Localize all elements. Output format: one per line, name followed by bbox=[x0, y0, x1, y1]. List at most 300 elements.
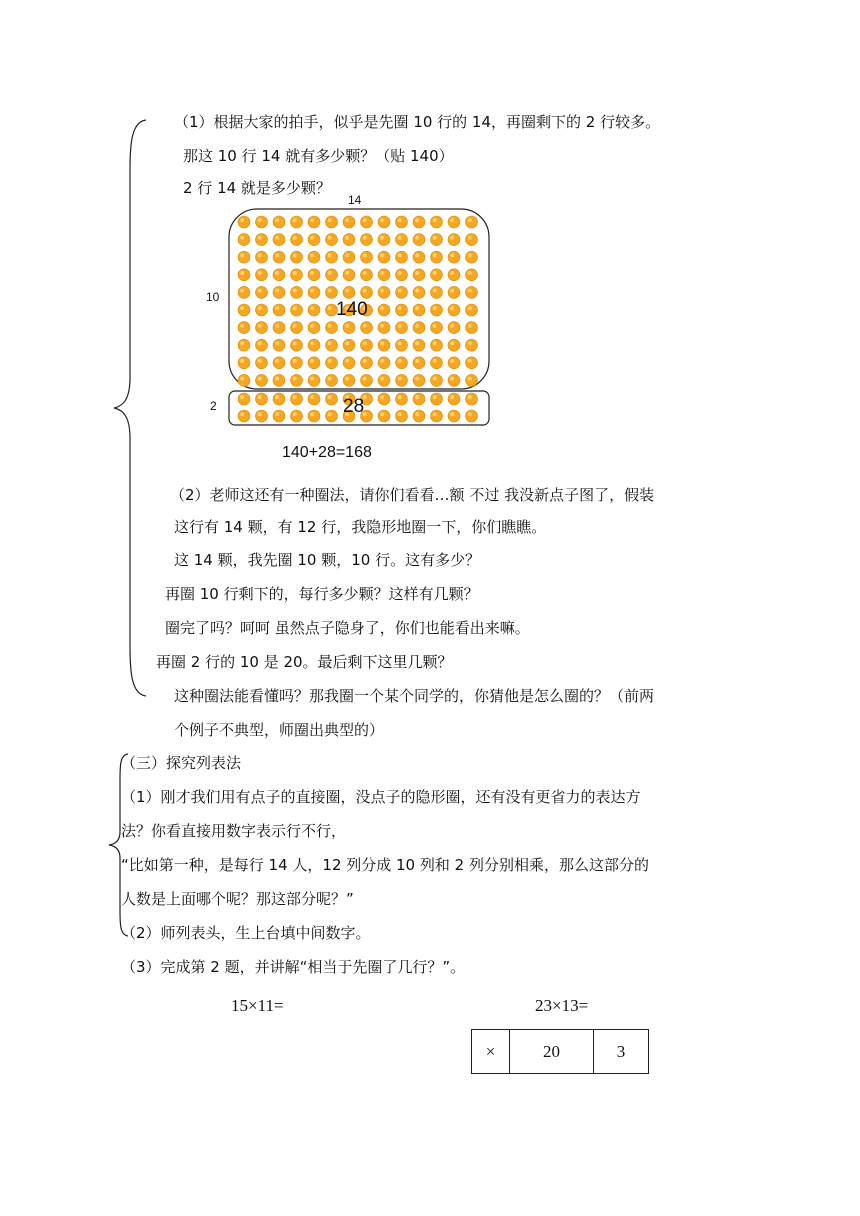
top-dot-highlight bbox=[240, 253, 244, 257]
top-dot bbox=[413, 286, 425, 298]
top-dot-highlight bbox=[345, 236, 349, 240]
top-dot bbox=[448, 322, 460, 334]
bottom-dot bbox=[308, 393, 320, 405]
top-dot-highlight bbox=[380, 236, 384, 240]
top-dot bbox=[361, 234, 373, 246]
top-dot bbox=[273, 374, 285, 386]
top-dot-highlight bbox=[398, 341, 402, 345]
section3-line5: （2）师列表头，生上台填中间数字。 bbox=[121, 924, 371, 942]
section3-line2: 法？你看直接用数字表示行不行， bbox=[121, 822, 347, 840]
bottom-dot bbox=[413, 410, 425, 422]
top-dot-highlight bbox=[363, 253, 367, 257]
top-dot-highlight bbox=[328, 271, 332, 275]
top-dot-highlight bbox=[415, 218, 419, 222]
top-dot-highlight bbox=[433, 253, 437, 257]
table-cell-times: × bbox=[472, 1030, 510, 1074]
columns-label: 14 bbox=[348, 193, 362, 207]
top-dot bbox=[273, 357, 285, 369]
top-dot-highlight bbox=[433, 271, 437, 275]
top-dot bbox=[431, 234, 443, 246]
part1-line3: 2 行 14 就是多少颗？ bbox=[183, 179, 331, 197]
top-dot bbox=[396, 322, 408, 334]
top-dot-highlight bbox=[398, 289, 402, 293]
top-dot-highlight bbox=[450, 218, 454, 222]
top-dot-highlight bbox=[450, 236, 454, 240]
top-dot bbox=[343, 234, 355, 246]
top-dot bbox=[343, 322, 355, 334]
top-dot-highlight bbox=[433, 324, 437, 328]
top-dot bbox=[238, 286, 250, 298]
part2-line1: （2）老师这还有一种圈法，请你们看看…额 不过 我没新点子图了，假装 bbox=[170, 486, 655, 504]
top-dot-highlight bbox=[363, 236, 367, 240]
top-dot-highlight bbox=[258, 341, 262, 345]
top-dot bbox=[466, 322, 478, 334]
top-dot-highlight bbox=[398, 359, 402, 363]
top-dot bbox=[343, 269, 355, 281]
top-dot-highlight bbox=[275, 324, 279, 328]
top-dot-highlight bbox=[415, 253, 419, 257]
top-dot bbox=[291, 251, 303, 263]
top-dot bbox=[431, 322, 443, 334]
top-dot bbox=[466, 286, 478, 298]
bottom-dot-highlight bbox=[310, 412, 314, 416]
exercise-expression-1: 15×11= bbox=[231, 996, 284, 1015]
top-dot bbox=[396, 216, 408, 228]
top-dot-highlight bbox=[415, 324, 419, 328]
top-dot bbox=[361, 374, 373, 386]
top-dot-highlight bbox=[293, 377, 297, 381]
top-dot bbox=[466, 234, 478, 246]
top-dot-highlight bbox=[468, 271, 472, 275]
bottom-dot bbox=[291, 410, 303, 422]
top-dot-highlight bbox=[293, 341, 297, 345]
top-dot-highlight bbox=[310, 289, 314, 293]
top-dot bbox=[238, 339, 250, 351]
bottom-dot bbox=[291, 393, 303, 405]
bottom-dot bbox=[273, 393, 285, 405]
top-dot-highlight bbox=[380, 253, 384, 257]
bottom-dot-highlight bbox=[450, 395, 454, 399]
top-dot-highlight bbox=[345, 324, 349, 328]
top-dot bbox=[413, 339, 425, 351]
top-dot-highlight bbox=[328, 377, 332, 381]
top-dot-highlight bbox=[450, 341, 454, 345]
top-dot bbox=[361, 269, 373, 281]
bottom-dot-highlight bbox=[258, 395, 262, 399]
top-dot bbox=[273, 339, 285, 351]
top-dot-highlight bbox=[450, 359, 454, 363]
top-dot bbox=[361, 286, 373, 298]
top-dot-highlight bbox=[468, 359, 472, 363]
top-dot-highlight bbox=[398, 377, 402, 381]
top-dot bbox=[343, 286, 355, 298]
bottom-dot bbox=[431, 393, 443, 405]
top-dot bbox=[343, 251, 355, 263]
bottom-dot bbox=[238, 410, 250, 422]
top-dot bbox=[308, 304, 320, 316]
top-dot-highlight bbox=[380, 324, 384, 328]
top-dot bbox=[256, 251, 268, 263]
bottom-dot-highlight bbox=[380, 395, 384, 399]
top-dot bbox=[326, 251, 338, 263]
top-dot bbox=[448, 234, 460, 246]
top-dot-highlight bbox=[398, 271, 402, 275]
top-dot bbox=[273, 304, 285, 316]
top-dot bbox=[396, 374, 408, 386]
top-dot-highlight bbox=[468, 253, 472, 257]
top-dot-highlight bbox=[240, 324, 244, 328]
top-dot bbox=[308, 269, 320, 281]
top-dot bbox=[378, 269, 390, 281]
top-dot-highlight bbox=[433, 236, 437, 240]
top-dot bbox=[326, 234, 338, 246]
top-dot-highlight bbox=[275, 341, 279, 345]
top-dot-highlight bbox=[328, 341, 332, 345]
bottom-dot-highlight bbox=[398, 395, 402, 399]
top-dot-highlight bbox=[345, 377, 349, 381]
bottom-dot-highlight bbox=[293, 395, 297, 399]
bottom-dot bbox=[326, 410, 338, 422]
top-dot-highlight bbox=[328, 218, 332, 222]
top-dot-highlight bbox=[398, 324, 402, 328]
bottom-dot bbox=[256, 393, 268, 405]
bottom-dot-highlight bbox=[328, 395, 332, 399]
top-dot-highlight bbox=[275, 377, 279, 381]
bottom-dot-highlight bbox=[468, 395, 472, 399]
bottom-dot-highlight bbox=[433, 412, 437, 416]
top-dot-highlight bbox=[398, 218, 402, 222]
top-dot-highlight bbox=[450, 271, 454, 275]
top-dot bbox=[326, 374, 338, 386]
top-dot bbox=[448, 251, 460, 263]
bottom-dot-highlight bbox=[293, 412, 297, 416]
part2-line2: 这行有 14 颗，有 12 行，我隐形地圈一下，你们瞧瞧。 bbox=[174, 518, 547, 536]
part2-line7: 这种圈法能看懂吗？那我圈一个某个同学的，你猜他是怎么圈的？（前两 bbox=[174, 687, 655, 705]
bottom-dot bbox=[378, 410, 390, 422]
top-dot-highlight bbox=[240, 341, 244, 345]
top-dot bbox=[343, 339, 355, 351]
top-dot bbox=[256, 216, 268, 228]
top-dot-highlight bbox=[240, 236, 244, 240]
bottom-dot bbox=[238, 393, 250, 405]
top-dot bbox=[291, 357, 303, 369]
top-dot-highlight bbox=[450, 253, 454, 257]
section3-line3: “比如第一种，是每行 14 人，12 列分成 10 列和 2 列分别相乘，那么这部分的 bbox=[121, 856, 649, 874]
top-dot-highlight bbox=[433, 341, 437, 345]
top-dot-highlight bbox=[398, 236, 402, 240]
top-dot bbox=[378, 234, 390, 246]
top-dot-highlight bbox=[468, 289, 472, 293]
top-dot-highlight bbox=[363, 377, 367, 381]
rows-top-label: 10 bbox=[206, 290, 220, 304]
top-dot bbox=[413, 216, 425, 228]
top-dot bbox=[413, 234, 425, 246]
top-dot-highlight bbox=[450, 324, 454, 328]
top-dot bbox=[413, 322, 425, 334]
bottom-dot-highlight bbox=[275, 412, 279, 416]
top-dot-highlight bbox=[345, 253, 349, 257]
top-total-label: 140 bbox=[336, 299, 368, 320]
top-dot bbox=[238, 234, 250, 246]
top-dot-highlight bbox=[468, 377, 472, 381]
part2-line4: 再圈 10 行剩下的，每行多少颗？这样有几颗？ bbox=[165, 585, 479, 603]
top-dot bbox=[466, 374, 478, 386]
rows-bottom-label: 2 bbox=[210, 399, 217, 413]
top-dot bbox=[396, 269, 408, 281]
bottom-dot-highlight bbox=[468, 412, 472, 416]
top-dot bbox=[291, 339, 303, 351]
top-dot bbox=[466, 339, 478, 351]
top-dot-highlight bbox=[258, 271, 262, 275]
top-dot bbox=[256, 269, 268, 281]
top-dot-highlight bbox=[380, 377, 384, 381]
top-dot bbox=[431, 251, 443, 263]
top-dot-highlight bbox=[328, 253, 332, 257]
bottom-dot bbox=[378, 393, 390, 405]
section3-line6: （3）完成第 2 题，并讲解“相当于先圈了几行？”。 bbox=[121, 958, 466, 976]
top-dot-highlight bbox=[345, 359, 349, 363]
bottom-dot bbox=[326, 393, 338, 405]
table-cell-tens: 20 bbox=[510, 1030, 594, 1074]
top-dot bbox=[361, 357, 373, 369]
top-dot bbox=[448, 286, 460, 298]
top-dot bbox=[413, 357, 425, 369]
top-dot bbox=[413, 304, 425, 316]
top-dot-highlight bbox=[293, 271, 297, 275]
part1-line2: 那这 10 行 14 就有多少颗？（贴 140） bbox=[183, 147, 454, 165]
top-dot bbox=[448, 339, 460, 351]
top-dot bbox=[326, 286, 338, 298]
top-dot bbox=[466, 304, 478, 316]
table-row bbox=[472, 1030, 649, 1074]
top-dot-highlight bbox=[328, 289, 332, 293]
part2-line8: 个例子不典型，师圈出典型的） bbox=[174, 721, 385, 739]
top-dot bbox=[273, 286, 285, 298]
top-dot bbox=[396, 339, 408, 351]
top-dot-highlight bbox=[258, 324, 262, 328]
bottom-dot-highlight bbox=[380, 412, 384, 416]
top-dot-highlight bbox=[345, 271, 349, 275]
top-dot-highlight bbox=[275, 236, 279, 240]
top-dot-highlight bbox=[293, 324, 297, 328]
top-dot bbox=[291, 286, 303, 298]
bottom-dot bbox=[396, 393, 408, 405]
top-dot bbox=[431, 374, 443, 386]
top-dot bbox=[448, 269, 460, 281]
top-dot-highlight bbox=[380, 341, 384, 345]
part2-line5: 圈完了吗？呵呵 虽然点子隐身了，你们也能看出来嘛。 bbox=[165, 619, 530, 637]
top-dot-highlight bbox=[328, 236, 332, 240]
top-dot bbox=[238, 251, 250, 263]
top-dot-highlight bbox=[258, 377, 262, 381]
top-dot bbox=[238, 357, 250, 369]
bottom-dot-highlight bbox=[398, 412, 402, 416]
top-dot-highlight bbox=[240, 289, 244, 293]
top-dot-highlight bbox=[328, 359, 332, 363]
top-dot-highlight bbox=[433, 218, 437, 222]
top-dot-highlight bbox=[310, 271, 314, 275]
top-dot-highlight bbox=[363, 289, 367, 293]
part2-line6: 再圈 2 行的 10 是 20。最后剩下这里几颗？ bbox=[156, 653, 453, 671]
top-dot bbox=[361, 322, 373, 334]
top-dot-highlight bbox=[328, 306, 332, 310]
top-dot-highlight bbox=[293, 306, 297, 310]
top-dot-highlight bbox=[363, 359, 367, 363]
top-dot bbox=[343, 357, 355, 369]
top-dot bbox=[378, 322, 390, 334]
top-dot bbox=[308, 322, 320, 334]
top-dot bbox=[291, 304, 303, 316]
top-dot-highlight bbox=[310, 218, 314, 222]
top-dot bbox=[256, 357, 268, 369]
section3-line1: （1）刚才我们用有点子的直接圈，没点子的隐形圈，还有没有更省力的表达方 bbox=[121, 788, 641, 806]
top-dot-highlight bbox=[363, 324, 367, 328]
bottom-dot-highlight bbox=[450, 412, 454, 416]
top-dot-highlight bbox=[240, 306, 244, 310]
top-dot-highlight bbox=[293, 236, 297, 240]
top-dot bbox=[238, 304, 250, 316]
top-dot-highlight bbox=[380, 289, 384, 293]
top-dot bbox=[361, 339, 373, 351]
top-dot-highlight bbox=[310, 324, 314, 328]
top-dot bbox=[291, 216, 303, 228]
top-dot-highlight bbox=[345, 289, 349, 293]
top-dot bbox=[273, 251, 285, 263]
top-dot-highlight bbox=[345, 341, 349, 345]
top-dot-highlight bbox=[258, 236, 262, 240]
top-dot-highlight bbox=[468, 306, 472, 310]
top-dot bbox=[291, 322, 303, 334]
top-dot-highlight bbox=[468, 236, 472, 240]
top-dot-highlight bbox=[275, 271, 279, 275]
top-dot bbox=[326, 339, 338, 351]
top-dot bbox=[256, 304, 268, 316]
top-dot bbox=[361, 251, 373, 263]
top-dot bbox=[308, 374, 320, 386]
top-dot-highlight bbox=[345, 218, 349, 222]
top-dot bbox=[238, 269, 250, 281]
top-dot bbox=[466, 357, 478, 369]
top-dot bbox=[413, 374, 425, 386]
top-dot-highlight bbox=[275, 306, 279, 310]
bottom-dot-highlight bbox=[240, 395, 244, 399]
exercise-expression-2: 23×13= bbox=[535, 996, 589, 1015]
top-dot-highlight bbox=[240, 271, 244, 275]
top-dot bbox=[308, 286, 320, 298]
top-dot-highlight bbox=[398, 306, 402, 310]
top-dot-highlight bbox=[363, 271, 367, 275]
bottom-dot-highlight bbox=[415, 412, 419, 416]
bottom-dot bbox=[308, 410, 320, 422]
top-dot bbox=[431, 286, 443, 298]
left-brace-large bbox=[108, 118, 148, 698]
top-dot bbox=[396, 304, 408, 316]
top-dot bbox=[326, 322, 338, 334]
section3-heading: （三）探究列表法 bbox=[121, 754, 242, 772]
top-dot bbox=[431, 269, 443, 281]
top-dot bbox=[308, 216, 320, 228]
top-dot-highlight bbox=[450, 306, 454, 310]
top-dot-highlight bbox=[310, 306, 314, 310]
top-dot-highlight bbox=[380, 218, 384, 222]
top-dot-highlight bbox=[293, 253, 297, 257]
top-dot-highlight bbox=[258, 253, 262, 257]
top-dot-highlight bbox=[468, 218, 472, 222]
top-dot bbox=[448, 304, 460, 316]
top-dot-highlight bbox=[363, 218, 367, 222]
top-dot bbox=[413, 251, 425, 263]
top-dot bbox=[448, 216, 460, 228]
top-dot-highlight bbox=[415, 341, 419, 345]
top-dot bbox=[378, 304, 390, 316]
top-dot-highlight bbox=[240, 377, 244, 381]
multiplication-table bbox=[471, 1029, 649, 1074]
top-dot-highlight bbox=[415, 271, 419, 275]
bottom-dot-highlight bbox=[310, 395, 314, 399]
top-dot bbox=[361, 216, 373, 228]
top-dot bbox=[256, 234, 268, 246]
top-dot bbox=[431, 339, 443, 351]
top-dot bbox=[378, 216, 390, 228]
bottom-dot-highlight bbox=[328, 412, 332, 416]
top-dot bbox=[448, 374, 460, 386]
top-dot-highlight bbox=[240, 218, 244, 222]
left-brace-small bbox=[106, 752, 130, 938]
top-dot bbox=[273, 234, 285, 246]
bottom-dot-highlight bbox=[240, 412, 244, 416]
top-dot-highlight bbox=[363, 341, 367, 345]
top-dot bbox=[343, 216, 355, 228]
bottom-dot bbox=[256, 410, 268, 422]
top-dot bbox=[396, 234, 408, 246]
bottom-dot bbox=[413, 393, 425, 405]
top-dot-highlight bbox=[275, 359, 279, 363]
top-dot bbox=[308, 357, 320, 369]
top-dot-highlight bbox=[310, 341, 314, 345]
top-dot bbox=[238, 216, 250, 228]
top-dot-highlight bbox=[310, 359, 314, 363]
section3-line4: 人数是上面哪个呢？那这部分呢？” bbox=[121, 890, 354, 908]
top-dot-highlight bbox=[240, 359, 244, 363]
top-dot bbox=[273, 322, 285, 334]
top-dot bbox=[291, 374, 303, 386]
top-dot-highlight bbox=[380, 359, 384, 363]
top-dot-highlight bbox=[450, 289, 454, 293]
bottom-dot bbox=[448, 393, 460, 405]
top-dot-highlight bbox=[275, 289, 279, 293]
top-dot bbox=[273, 216, 285, 228]
bottom-dot bbox=[396, 410, 408, 422]
top-dot bbox=[378, 374, 390, 386]
top-dot-highlight bbox=[275, 218, 279, 222]
bottom-dot-highlight bbox=[433, 395, 437, 399]
top-dot bbox=[238, 322, 250, 334]
top-dot bbox=[396, 251, 408, 263]
top-dot-highlight bbox=[310, 236, 314, 240]
top-dot bbox=[326, 269, 338, 281]
part2-line3: 这 14 颗，我先圈 10 颗，10 行。这有多少？ bbox=[174, 551, 481, 569]
top-dot bbox=[326, 357, 338, 369]
top-dot bbox=[431, 304, 443, 316]
top-dot-highlight bbox=[415, 236, 419, 240]
top-dot-highlight bbox=[258, 289, 262, 293]
top-dot bbox=[238, 374, 250, 386]
top-dot bbox=[256, 339, 268, 351]
bottom-total-label: 28 bbox=[343, 396, 365, 417]
top-dot bbox=[396, 357, 408, 369]
top-dot-highlight bbox=[415, 359, 419, 363]
sum-formula: 140+28=168 bbox=[282, 444, 372, 461]
